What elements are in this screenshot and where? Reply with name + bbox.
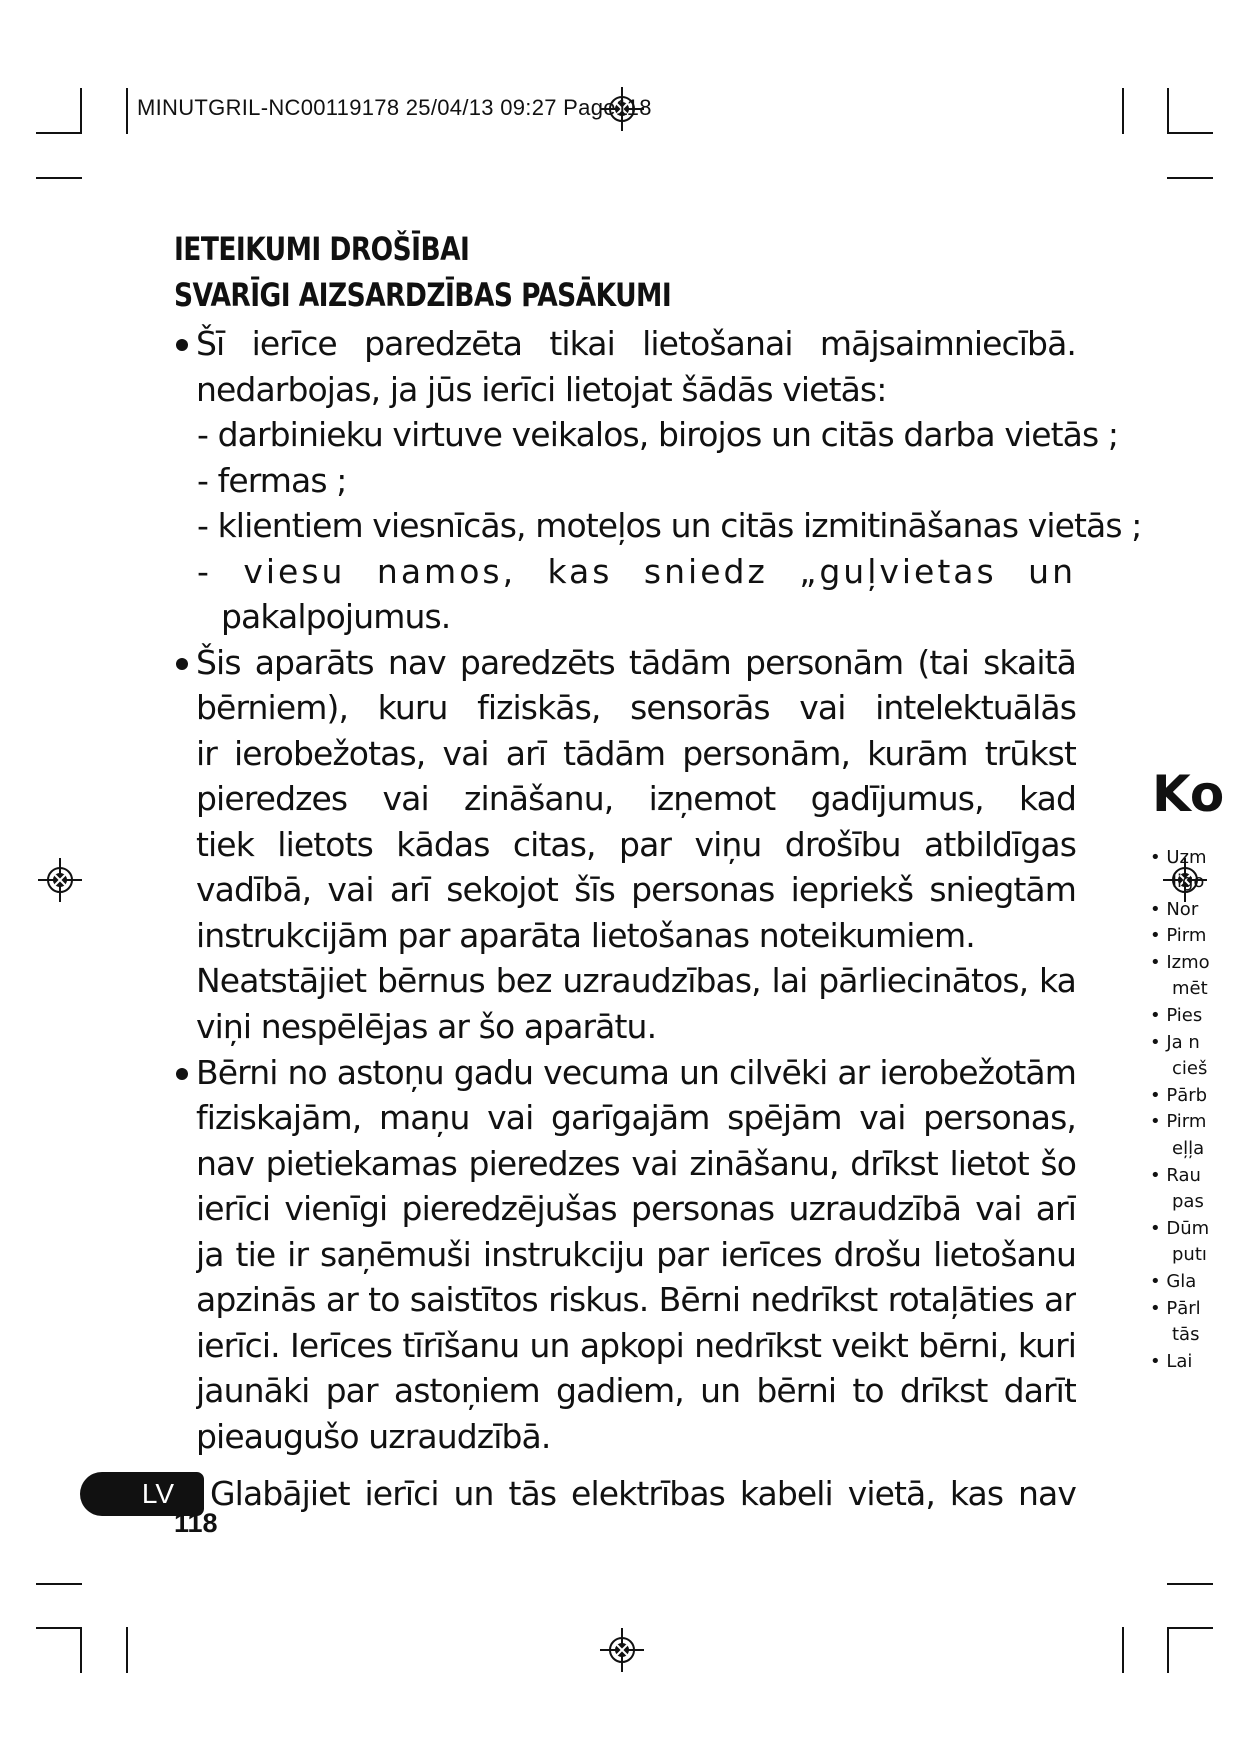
page-number: 118 (174, 1508, 218, 1538)
paragraph-line: fiziskajām, maņu vai garīgajām spējām vai personas, (196, 1098, 1076, 1137)
crop-mark (1167, 1627, 1169, 1673)
adjacent-page-line: • Pārb (1150, 1085, 1208, 1106)
list-item: - viesu namos, kas sniedz „guļvietas un (197, 552, 1076, 591)
paragraph-line: Neatstājiet bērnus bez uzraudzības, lai pārliecinātos, ka (196, 961, 1076, 1000)
crop-mark (1167, 132, 1213, 134)
paragraph-line: ja tie ir saņēmuši instrukciju par ierīces drošu lietošanu (196, 1235, 1076, 1274)
registration-mark-icon (600, 1628, 644, 1672)
adjacent-page-line: • Uzm (1150, 847, 1207, 868)
paragraph-line: bērniem), kuru fiziskās, sensorās vai intelektuālās (196, 688, 1076, 727)
adjacent-page-heading: Ko (1152, 765, 1225, 823)
adjacent-page-line: • Gla (1150, 1271, 1197, 1292)
print-slug: MINUTGRIL-NC00119178 25/04/13 09:27 Page118 (137, 95, 652, 120)
language-badge: LV (80, 1472, 204, 1516)
adjacent-page-line: cieš (1172, 1058, 1208, 1079)
adjacent-page-line: • Nor (1150, 899, 1199, 920)
adjacent-page-line: ligo (1172, 871, 1205, 892)
crop-mark (1167, 88, 1169, 134)
adjacent-page-line: pas (1172, 1191, 1204, 1212)
paragraph-line: viņi nespēlējas ar šo aparātu. (196, 1007, 657, 1046)
list-item: - klientiem viesnīcās, moteļos un citās izmitināšanas vietās ; (197, 506, 1142, 545)
adjacent-page-line: mēt (1172, 978, 1208, 999)
paragraph-line: Glabājiet ierīci un tās elektrības kabeli vietā, kas nav (210, 1474, 1076, 1513)
paragraph-line: nedarbojas, ja jūs ierīci lietojat šādās vietās: (196, 370, 887, 409)
adjacent-page-line: • Rau (1150, 1165, 1201, 1186)
bullet-icon (176, 1068, 188, 1080)
paragraph-line: instrukcijām par aparāta lietošanas noteikumiem. (196, 916, 975, 955)
paragraph-line: Šī ierīce paredzēta tikai lietošanai mājsaimniecībā. (196, 324, 1076, 363)
section-subheading: SVARĪGI AIZSARDZĪBAS PASĀKUMI (174, 276, 672, 314)
adjacent-page-line: • Izmo (1150, 952, 1210, 973)
paragraph-line: Bērni no astoņu gadu vecuma un cilvēki ar ierobežotām (196, 1053, 1076, 1092)
crop-mark (126, 88, 128, 134)
paragraph-line: apzinās ar to saistītos riskus. Bērni nedrīkst rotaļāties ar (196, 1280, 1076, 1319)
crop-mark (80, 1627, 82, 1673)
crop-mark (1122, 88, 1124, 134)
paragraph-line: jaunāki par astoņiem gadiem, un bērni to drīkst darīt (196, 1371, 1076, 1410)
crop-mark (1167, 1627, 1213, 1629)
paragraph-line: ir ierobežotas, vai arī tādām personām, kurām trūkst (196, 734, 1076, 773)
adjacent-page-line: eļļa (1172, 1138, 1205, 1159)
list-item-continuation: pakalpojumus. (221, 597, 451, 636)
list-item: - darbinieku virtuve veikalos, birojos un citās darba vietās ; (197, 415, 1119, 454)
crop-mark (1167, 177, 1213, 179)
registration-mark-icon (38, 858, 82, 902)
bullet-icon (176, 658, 188, 670)
adjacent-page-line: • Lai (1150, 1351, 1193, 1372)
crop-mark (36, 1627, 82, 1629)
adjacent-page-line: putı (1172, 1244, 1207, 1265)
paragraph-line: pieredzes vai zināšanu, izņemot gadījumus, kad (196, 779, 1076, 818)
crop-mark (36, 177, 82, 179)
adjacent-page-line: • Pārl (1150, 1298, 1201, 1319)
crop-mark (1167, 1583, 1213, 1585)
bullet-icon (176, 339, 188, 351)
adjacent-page-line: • Pirm (1150, 1111, 1207, 1132)
adjacent-page-line: • Dūm (1150, 1218, 1210, 1239)
paragraph-line: tiek lietots kādas citas, par viņu drošību atbildīgas (196, 825, 1076, 864)
crop-mark (36, 132, 82, 134)
paragraph-line: pieaugušo uzraudzībā. (196, 1417, 551, 1456)
paragraph-line: Šis aparāts nav paredzēts tādām personām (tai skaitā (196, 643, 1076, 682)
crop-mark (126, 1627, 128, 1673)
section-heading: IETEIKUMI DROŠĪBAI (174, 230, 470, 268)
adjacent-page-line: • Ja n (1150, 1032, 1200, 1053)
paragraph-line: nav pietiekamas pieredzes vai zināšanu, drīkst lietot šo (196, 1144, 1076, 1183)
adjacent-page-line: • Pies (1150, 1005, 1203, 1026)
adjacent-page-line: tās (1172, 1324, 1200, 1345)
crop-mark (1122, 1627, 1124, 1673)
paragraph-line: vadībā, vai arī sekojot šīs personas iepriekš sniegtām (196, 870, 1076, 909)
paragraph-line: ierīci vienīgi pieredzējušas personas uzraudzībā vai arī (196, 1189, 1076, 1228)
list-item: - fermas ; (197, 461, 347, 500)
crop-mark (36, 1583, 82, 1585)
crop-mark (80, 88, 82, 134)
adjacent-page-line: • Pirm (1150, 925, 1207, 946)
paragraph-line: ierīci. Ierīces tīrīšanu un apkopi nedrīkst veikt bērni, kuri (196, 1326, 1076, 1365)
